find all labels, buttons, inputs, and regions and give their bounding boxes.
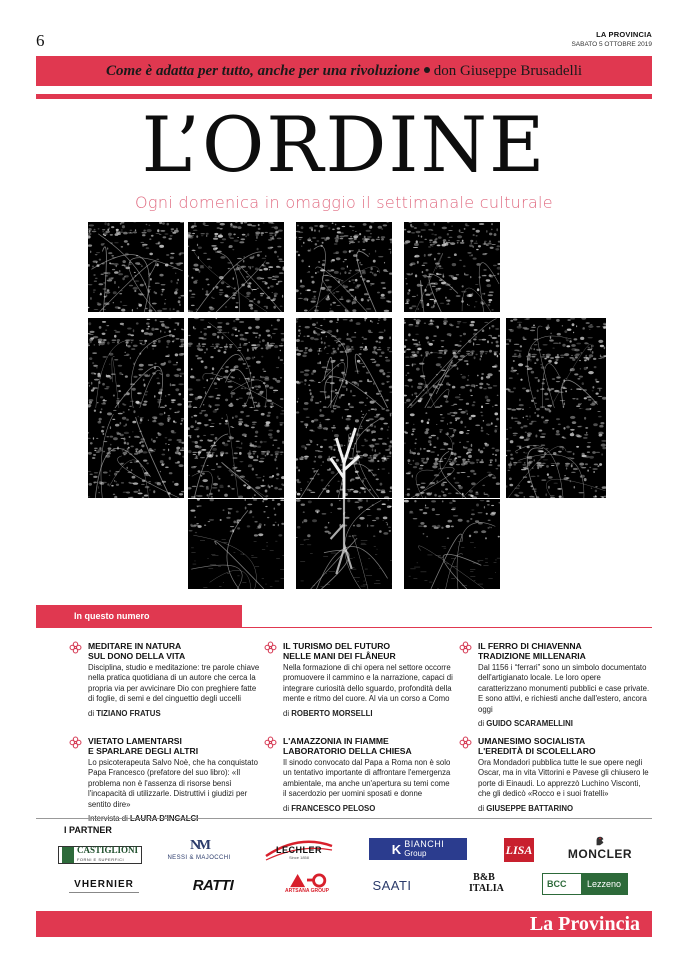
logo-vhernier (62, 876, 146, 896)
footer-band (36, 911, 652, 937)
castiglioni-name: CASTIGLIONI (76, 845, 139, 855)
artsana-mark-icon (287, 873, 327, 888)
logo-ratti (184, 874, 242, 896)
section-band (36, 605, 242, 627)
article-byline: di FRANCESCO PELOSO (283, 803, 376, 813)
footer-logo: La Provincia (529, 913, 640, 935)
quote-separator-dot (424, 67, 430, 73)
photo-tile (296, 318, 392, 408)
article-body: Dal 1156 i “ferrari” sono un simbolo documentato dell'artigianato locale. Le loro opere caratterizzano monumenti pubblici e case private. E sono attivi, e richiesti anche dall'estero, ancora oggi (478, 663, 650, 714)
quote-text: Come è adatta per tutto, anche per una rivoluzione (105, 63, 420, 79)
photo-tile (296, 222, 392, 312)
bianchi-name: BIANCHI (404, 839, 445, 849)
section-rule (36, 627, 652, 628)
article (283, 641, 455, 718)
logo-bianchi-group (369, 838, 467, 860)
article (88, 736, 260, 823)
logo-saati (362, 874, 422, 896)
article (88, 641, 260, 718)
photo-tile (188, 408, 284, 498)
article-body: Lo psicoterapeuta Salvo Noè, che ha conquistato Papa Francesco (prefatore del suo libro): «Il problema non è l'assenza di risorse bensì l'incapacità di utilizzarle. Distruttivi i giudizi per sentito dire» (88, 758, 258, 809)
logo-lechler (260, 836, 338, 864)
article-headline: L'AMAZZONIA IN FIAMME LABORATORIO DELLA CHIESA (283, 736, 412, 756)
page-number: 6 (36, 31, 45, 50)
flower-icon (459, 641, 472, 654)
photo-tile (188, 222, 284, 312)
masthead-paper: LA PROVINCIA (596, 30, 652, 39)
bianchi-k: K (391, 841, 402, 857)
flower-icon (69, 641, 82, 654)
header-rule (36, 94, 652, 99)
flower-icon (264, 641, 277, 654)
article (478, 736, 650, 813)
bcc-name: BCC (547, 879, 567, 889)
article (283, 736, 455, 813)
photo-tile (404, 499, 500, 589)
photo-tile (296, 408, 392, 498)
article-byline: di ROBERTO MORSELLI (283, 708, 373, 718)
logo-bcc-lezzeno (542, 873, 628, 895)
article-byline: di GIUSEPPE BATTARINO (478, 803, 574, 813)
flower-icon (264, 736, 277, 749)
article (478, 641, 650, 728)
article-body: Il sinodo convocato dal Papa a Roma non è solo un tentativo importante di affrontare l'emergenza ambientale, ma anche un'apertura su temi come il sacerdozio per uomini sposati e donne (283, 758, 451, 799)
quote-band (36, 56, 652, 86)
article-body: Disciplina, studio e meditazione: tre parole chiave nella pratica quotidiana di un autore che cerca la propria via per avvicinare Dio con preghiere fatte di foglie, di semi e del cinguettio degli uccelli (88, 663, 260, 704)
castiglioni-sub: FORNI E SUPERFICI (76, 857, 125, 862)
logo-bb-italia (466, 868, 502, 898)
nessi-mark: N M (190, 837, 208, 853)
masthead (571, 30, 652, 48)
article-headline: UMANESIMO SOCIALISTA L'EREDITÀ DI SCOLELLARO (478, 736, 596, 756)
page-title: L’ORDINE (141, 100, 547, 189)
article-byline: di TIZIANO FRATUS (88, 708, 161, 718)
photo-tile (506, 318, 606, 408)
logo-nessi-majocchi (163, 834, 235, 864)
photo-tile (88, 408, 184, 498)
vhernier-name: VHERNIER (74, 879, 134, 890)
lechler-name: LECHLER (276, 844, 322, 855)
article-body: Ora Mondadori pubblica tutte le sue opere negli Oscar, ma in vita Vittorini e Pavese gli chiusero le porte di Einaudi. Lo apprezzò Luchino Visconti, che gli dedicò «Rocco e i suoi fratelli» (478, 758, 649, 799)
article-byline: di GUIDO SCARAMELLINI (478, 719, 573, 729)
ratti-name: RATTI (192, 876, 234, 894)
section-label: In questo numero (74, 611, 150, 621)
flower-icon (459, 736, 472, 749)
photo-tile (404, 222, 500, 312)
lechler-sub: Since 1858 (288, 854, 309, 860)
photo-tile (506, 408, 606, 498)
partners-title: I PARTNER (64, 825, 112, 835)
nessi-name: NESSI & MAJOCCHI (167, 854, 231, 861)
photo-tile (188, 499, 284, 589)
vhernier-sub-rule (69, 892, 139, 893)
partners-rule (36, 818, 652, 819)
logo-lisa (504, 838, 534, 862)
article-body: Nella formazione di chi opera nel settore occorre promuovere il cammino e la narrazione, capaci di integrare curiosità dello sguardo, profondità della mente e ritmo del cuore. Al via un corso a Como (283, 663, 453, 704)
logo-artsana (282, 868, 332, 898)
article-headline: IL FERRO DI CHIAVENNA TRADIZIONE MILLENARIA (478, 641, 586, 661)
article-headline: VIETATO LAMENTARSI E SPARLARE DEGLI ALTRI (88, 736, 199, 756)
article-headline: MEDITARE IN NATURA SUL DONO DELLA VITA (88, 641, 186, 661)
photo-tile (404, 408, 500, 498)
lisa-name: LISA (505, 842, 533, 857)
masthead-date: SABATO 5 OTTOBRE 2019 (571, 41, 652, 48)
artsana-name: ARTSANA GROUP (285, 887, 329, 894)
castiglioni-mark (62, 847, 74, 863)
photo-tile (188, 318, 284, 408)
quote-author: don Giuseppe Brusadelli (433, 63, 583, 79)
photo-tile (88, 318, 184, 408)
saati-name: SAATI (372, 877, 412, 893)
quote (106, 62, 582, 80)
logo-moncler (562, 832, 638, 864)
photo-tile (296, 499, 392, 589)
moncler-rooster-icon (594, 835, 606, 847)
logo-castiglioni (58, 846, 142, 864)
photo-tile (88, 222, 184, 312)
bbitalia-name: B&B ITALIA (469, 872, 504, 894)
moncler-name: MONCLER (567, 847, 633, 861)
lezzeno-name: Lezzeno (581, 874, 627, 894)
bianchi-group: Group (404, 849, 427, 858)
subtitle: Ogni domenica in omaggio il settimanale culturale (135, 193, 553, 212)
photo-tile (404, 318, 500, 408)
flower-icon (69, 736, 82, 749)
article-headline: IL TURISMO DEL FUTURO NELLE MANI DEI FLÂNEUR (283, 641, 396, 661)
